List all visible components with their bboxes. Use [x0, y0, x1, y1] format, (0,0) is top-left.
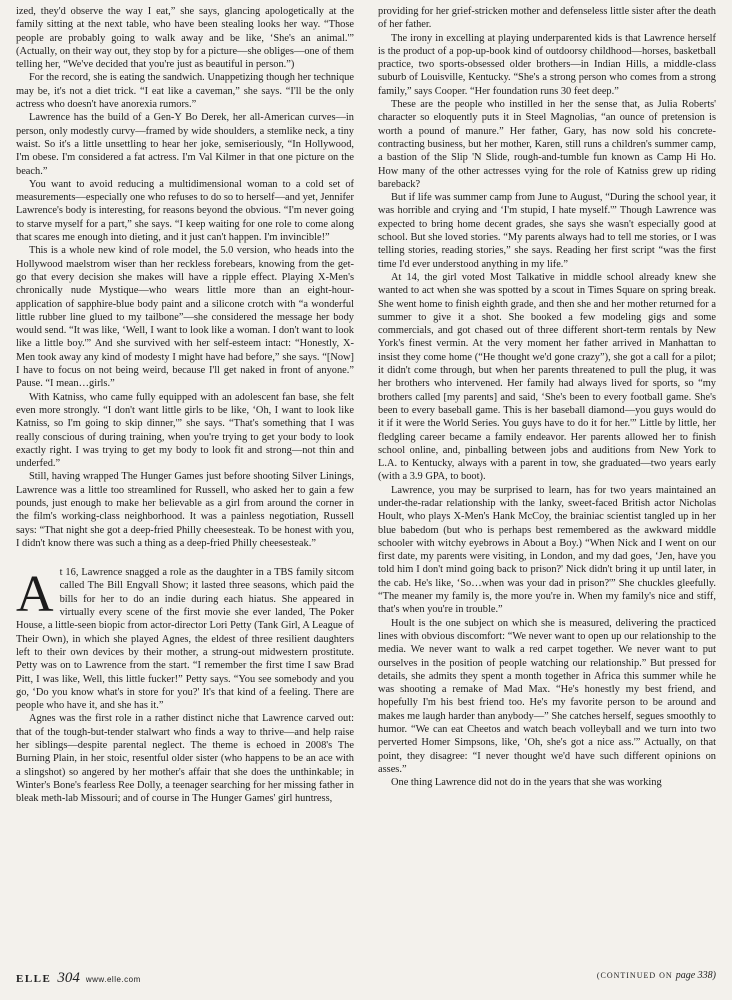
- paragraph-text: Still, having wrapped The Hunger Games just before shooting Silver Linings, Lawrence was a little too streamlined for Russell, who asked her to gain a few pounds, just enough to make her believable as a girl from around the corner in the film's working-class neighborhood. It was a painless negotiation, Russell says: “That night she got a deep-fried Philly cheesesteak. To be honest with you, I didn't know there was such a thing as a deep-fried Philly cheesesteak.”: [16, 471, 354, 549]
- paragraph: [378, 32, 716, 98]
- paragraph-text: Lawrence has the build of a Gen-Y Bo Derek, her all-American curves—in person, only modestly curvy—framed by wide shoulders, a stemlike neck, a tiny waist. So it's a little unsettling to hear her joke, semiseriously, “In Hollywood, I'm obese. I'm considered a fat actress. I'm Val Kilmer in that one picture on the beach.”: [16, 112, 354, 177]
- page-number: 304: [57, 970, 80, 986]
- paragraph-text: ized, they'd observe the way I eat,” she says, glancing apologetically at the family sitting at the next table, who have been stealing looks her way. “Those people are probably going to walk away and be like, ‘She's an animal.'” (Actually, on their way out, they stop by for a picture—she obliges—one of them telling her, “We've decided that you're just as beautiful in person.”): [16, 6, 354, 71]
- paragraph: [16, 111, 354, 177]
- magazine-brand: ELLE: [16, 973, 52, 985]
- paragraph-text: These are the people who instilled in her the sense that, as Julia Roberts' character so eloquently puts it in Steel Magnolias, “an ounce of pretension is worth a pound of manure.” Her father, Gary, has now sold his concrete-contracting business, but her mother, Karen, still runs a children's summer camp, a bastion of the Slip 'N Slide, rough-and-tumble fun known as Camp Hi Ho. How many of the other actresses vying for the role of Katniss grew up riding bareback?: [378, 99, 716, 190]
- paragraph-text: The irony in excelling at playing underparented kids is that Lawrence herself is the product of a pop-up-book kind of outdoorsy childhood—horses, basketball practice, two sports-obsessed older brothers—in Indian Hills, a middle-class suburb of Louisville, Kentucky. “She's a strong person who comes from a strong family,” says Cooper. “Her foundation runs 30 feet deep.”: [378, 32, 716, 97]
- drop-cap: A: [16, 566, 54, 624]
- paragraph: [16, 244, 354, 390]
- paragraph: [378, 271, 716, 484]
- paragraph-text: For the record, she is eating the sandwich. Unappetizing though her technique may be, it's not a diet trick. “I eat like a caveman,” she says. “I'll be the only actress who doesn't have anorexia rumors.”: [16, 72, 354, 111]
- paragraph-text: Agnes was the first role in a rather distinct niche that Lawrence carved out: that of the tough-but-tender stalwart who finds a way to thrive—and help raise her siblings—despite parental neglect. The theme is echoed in 2008's The Burning Plain, in her stoic, resentful older sister (who happens to be an ace with a slingshot) so angered by her mother's affair that she does the unthinkable; in Winter's Bone's fearless Ree Dolly, a teenager searching for her missing father in bleak meth-lab Missouri; and of course in The Hunger Games' girl huntress,: [16, 713, 354, 805]
- continued-label: (CONTINUED ON: [596, 971, 673, 980]
- paragraph: [16, 470, 354, 550]
- paragraph: [16, 71, 354, 111]
- paragraph: [16, 712, 354, 805]
- paragraph: [378, 617, 716, 777]
- paragraph-text: At 14, the girl voted Most Talkative in middle school already knew she wanted to act when she was spotted by a scout in Times Square on spring break. She went home to finish eighth grade, and then she and her mother returned for a summer to give it a shot. She booked a few modeling gigs and some commercials, and got chased out of three different short-term rentals by New York's finest vermin. At the very moment her father arrived in Manhattan to insist they come home (“He thought we'd gone crazy”), she got a call for a pilot; it didn't come through, but when her parents threatened to pull the plug, it was her brothers who intervened. Her family had always lived for sports, so “my brothers called [my parents] and said, ‘She's been to every football game. She's been to every baseball game. This is her baseball diamond—you guys would do it if it were the World Series. You guys have to do it for her.'” Little by little, her fledgling career became a family endeavor. Her parents allowed her to finish school online, and, pinballing between jobs and auditions from New York to L.A. to Kentucky, always with a parent in tow, she graduated—two years early (with a 3.9 GPA, to boot).: [378, 271, 716, 483]
- paragraph: [16, 178, 354, 244]
- continued-page: page 338): [675, 970, 716, 981]
- paragraph: [16, 391, 354, 471]
- paragraph-text: Lawrence, you may be surprised to learn, has for two years maintained an under-the-radar relationship with the lanky, sweet-faced British actor Nicholas Hoult, who plays X-Men's Hank McCoy, the brainiac scientist tangled up in her blue babedom (but who is perhaps best remembered as the awkward middle schooler with witchy eyebrows in About a Boy.) “When Nick and I went on our first date, my parents were visiting, in London, and my dad goes, ‘Jen, have you told him I don't mind going back to prison?' Nick didn't bring it up until later, in the cab. He's like, ‘So…when was your dad in prison?'” She chuckles gleefully. “The meaner my family is, the more you're in. When my family's nice and stiff, that's when you're in trouble.”: [378, 484, 716, 616]
- paragraph: [378, 98, 716, 191]
- paragraph-text: With Katniss, who came fully equipped with an adolescent fan base, she felt even more strongly. “I don't want little girls to be like, ‘Oh, I want to look like Katniss, so I'm going to skip dinner,'” she says. “That's something that I was really conscious of during training, when you're trying to get your body to look exactly right. I was trying to get my body to look fit and strong—not thin and underfed.”: [16, 391, 354, 470]
- paragraph: [378, 5, 716, 32]
- section-break: [16, 550, 354, 566]
- paragraph: [16, 5, 354, 71]
- paragraph-text: t 16, Lawrence snagged a role as the daughter in a TBS family sitcom called The Bill Engvall Show; it lasted three seasons, which paid the bills for her to do an indie during each hiatus. She appeared in virtually every scene of the first movie she ever landed, The Poker House, a little-seen biopic from actor-director Lori Petty (Tank Girl, A League of Their Own), in which she played Agnes, the eldest of three resilient daughters left to their own devices by their mother, a strung-out midwestern prostitute. Petty was on to Lawrence from the start. “I remember the first time I saw Brad Pitt, I was like, Well, this little fucker!” Petty says. “You see somebody and you go, ‘Do you know what's in store for you?' It's that kind of a feeling. There are people who have it, and she has it.”: [16, 567, 354, 712]
- website-url: www.elle.com: [85, 975, 141, 984]
- paragraph: [378, 191, 716, 271]
- paragraph-text: This is a whole new kind of role model, the 5.0 version, who heads into the Hollywood maelstrom wiser than her reckless forebears, knowing from the get-go that every decision she makes will have a ripple effect. Playing X-Men's chronically nude Mystique—who wears little more than an eight-hour-application of sapphire-blue body paint and a silicone crotch with “a wonderful little rubber line glued to my tailbone”—she considered the message her body would send. “It was like, ‘Well, I want to look like a woman. I don't want to look like a little boy.'” And she survived with her self-esteem intact: “Honestly, X-Men took away any kind of modesty I might have had before,” she says. “[Now] I have to focus on not being weird, because I'll get naked in front of anyone.” Pause. “I mean…girls.”: [16, 245, 354, 390]
- paragraph-text: You want to avoid reducing a multidimensional woman to a cold set of measurements—especially one who refuses to do so to herself—and yet, Jennifer Lawrence's body is interesting, for reasons beyond the obvious. “I'm never going to starve myself for a part,” she says. “I keep waiting for one role to come along that scares me enough into dieting, and it just can't happen. I'm invincible!”: [16, 178, 354, 244]
- paragraph-text: But if life was summer camp from June to August, “During the school year, it was horrible and crying and ‘I'm stupid, I hate myself.'” Though Lawrence was expected to bring home decent grades, she says she wasn't especially good at school. But she loved stories. “My parents always had to tell me stories, or I was telling stories, reading stories,” she says. Reading her first script “was the first time I'd ever understood anything in my life.”: [378, 192, 716, 270]
- page-footer: [16, 970, 716, 986]
- article-body: [16, 5, 716, 965]
- folio: [16, 970, 141, 987]
- paragraph: [378, 484, 716, 617]
- article-column-right: [378, 5, 716, 965]
- paragraph-text: One thing Lawrence did not do in the years that she was working: [391, 777, 662, 789]
- paragraph-text: providing for her grief-stricken mother and defenseless little sister after the death of her father.: [378, 6, 716, 31]
- article-column-left: [16, 5, 354, 965]
- continued-note: [597, 970, 716, 981]
- paragraph: [16, 566, 354, 712]
- paragraph: [378, 776, 716, 789]
- paragraph-text: Hoult is the one subject on which she is measured, delivering the practiced lines with obvious discomfort: “We never want to open up our relationship to the media. We never want to walk a red carpet together. We never want to put ourselves in the position of people watching our relationship.” But pressed for details, she admits they spent a month together in Africa this summer while he was shooting a remake of Mad Max. “He's honestly my best friend, and hopefully I'm his best friend too. He's my favorite person to be around and makes me laugh harder than anybody—” She catches herself, segues smoothly to humor. “We can eat Cheetos and watch beach volleyball and we turn into two perverted Homer Simpsons, like, ‘Oh, she's got a nice ass.'” Actually, on that point, they disagree: “I never thought we'd have such different opinions on asses.”: [378, 617, 716, 775]
